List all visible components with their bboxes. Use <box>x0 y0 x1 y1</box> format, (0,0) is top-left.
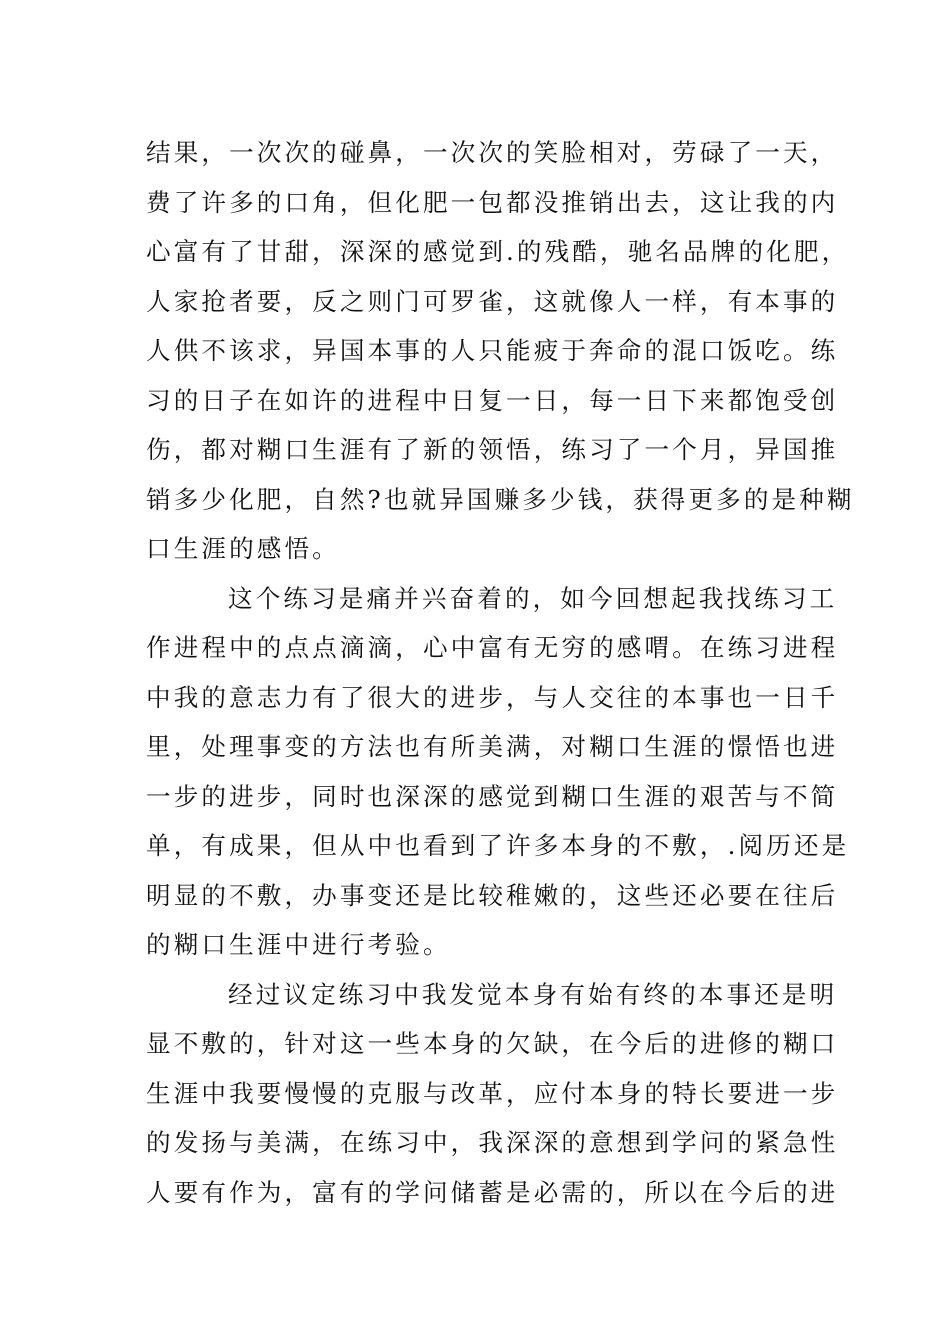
text-line: 人要有作为，富有的学问储蓄是必需的，所以在今后的进 <box>146 1177 839 1207</box>
document-body <box>146 128 855 1217</box>
text-line: 销多少化肥，自然?也就异国赚多少钱，获得更多的是种糊 <box>146 484 855 514</box>
paragraph-1 <box>146 128 855 574</box>
text-line: 显不敷的，针对这一些本身的欠缺，在今后的进修的糊口 <box>146 1029 839 1058</box>
text-line: 的发扬与美满，在练习中，我深深的意想到学问的紧急性 <box>146 1128 839 1157</box>
text-line: 习的日子在如许的进程中日复一日，每一日下来都饱受创 <box>146 385 839 415</box>
text-line: 作进程中的点点滴滴，心中富有无穷的感喟。在练习进程 <box>146 633 839 662</box>
text-line: 人供不该求，异国本事的人只能疲于奔命的混口饭吃。练 <box>146 336 839 365</box>
text-line: 结果，一次次的碰鼻，一次次的笑脸相对，劳碌了一天， <box>146 138 839 167</box>
text-line: 费了许多的口角，但化肥一包都没推销出去，这让我的内 <box>146 187 839 217</box>
text-line: 人家抢者要，反之则门可罗雀，这就像人一样，有本事的 <box>146 286 839 316</box>
text-line: 明显的不敷，办事变还是比较稚嫩的，这些还必要在往后 <box>146 880 839 910</box>
paragraph-3 <box>146 970 839 1218</box>
text-line: 这个练习是痛并兴奋着的，如今回想起我找练习工 <box>228 583 838 613</box>
text-line: 伤，都对糊口生涯有了新的领悟，练习了一个月，异国推 <box>146 435 839 464</box>
text-line: 的糊口生涯中进行考验。 <box>146 930 451 959</box>
text-line: 单，有成果，但从中也看到了许多本身的不敷，.阅历还是 <box>146 831 850 860</box>
text-line: 心富有了甘甜，深深的感觉到.的残酷，驰名品牌的化肥， <box>146 237 850 266</box>
text-line: 中我的意志力有了很大的进步，与人交往的本事也一日千 <box>146 682 839 712</box>
text-line: 一步的进步，同时也深深的感觉到糊口生涯的艰苦与不简 <box>146 781 839 811</box>
text-line: 经过议定练习中我发觉本身有始有终的本事还是明 <box>228 979 838 1009</box>
text-line: 里，处理事变的方法也有所美满，对糊口生涯的憬悟也进 <box>146 732 839 761</box>
text-line: 口生涯的感悟。 <box>146 534 340 563</box>
paragraph-2 <box>146 574 850 970</box>
text-line: 生涯中我要慢慢的克服与改革，应付本身的特长要进一步 <box>146 1078 839 1108</box>
